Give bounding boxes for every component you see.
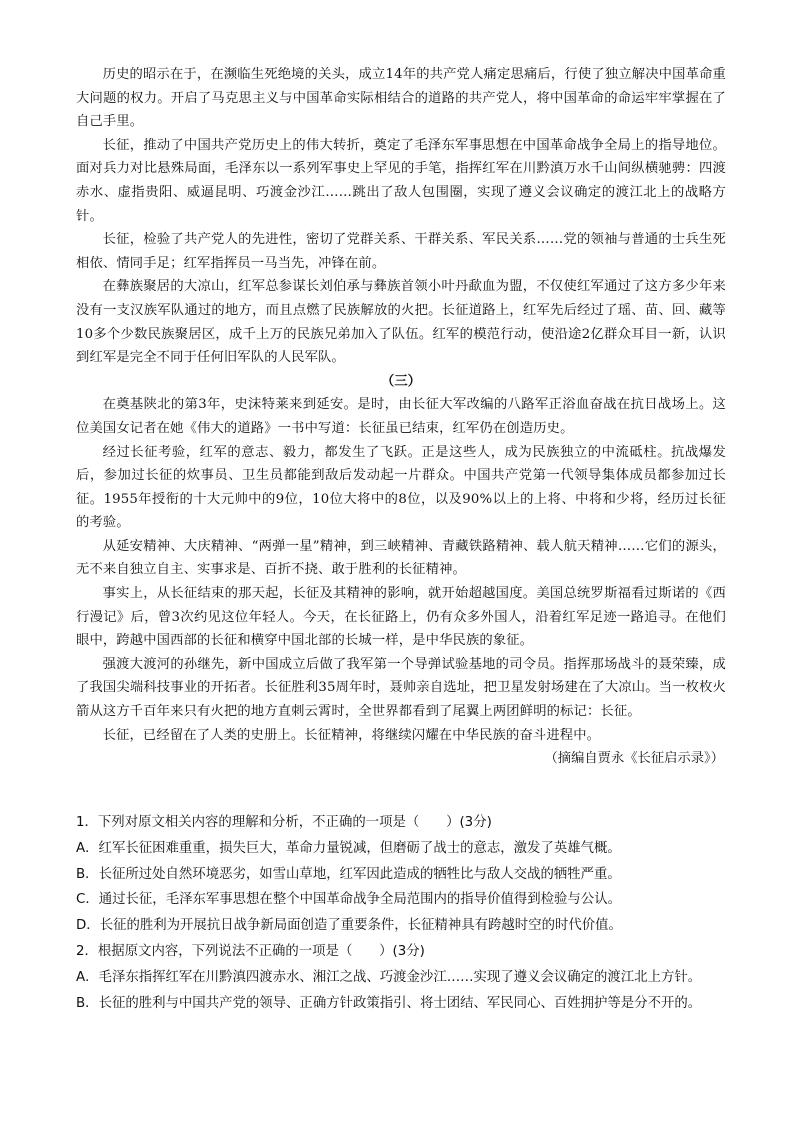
- passage-paragraph-3: 长征，检验了共产党人的先进性，密切了党群关系、干群关系、军民关系……党的领袖与普通的士兵生死相依、情同手足；红军指挥员一马当先，冲锋在前。: [76, 232, 726, 271]
- question-1-option-d: D．长征的胜利为开展抗日战争新局面创造了重要条件，长征精神具有跨越时空的时代价值。: [76, 918, 622, 934]
- passage-paragraph-8: 事实上，从长征结束的那天起，长征及其精神的影响，就开始超越国度。美国总统罗斯福看过斯诺的《西行漫记》后，曾3次约见这位年轻人。今天，在长征路上，仍有众多外国人，沿着红军足迹一路追寻。在他们眼中，跨越中国西部的长征和横穿中国北部的长城一样，是中华民族的象征。: [76, 586, 726, 649]
- question-1-option-a: A．红军长征困难重重，损失巨大，革命力量锐减，但磨砺了战士的意志，激发了英雄气概。: [76, 840, 621, 856]
- question-1-option-c: C．通过长征，毛泽东军事思想在整个中国革命战争全局范围内的指导价值得到检验与公认。: [76, 892, 621, 908]
- question-2-stem: 2．根据原文内容，下列说法不正确的一项是（ ）(3分): [76, 943, 425, 959]
- source-citation: （摘编自贾永《长征启示录》）: [544, 751, 724, 767]
- question-1-option-b: B．长征所过处自然环境恶劣，如雪山草地，红军因此造成的牺牲比与敌人交战的牺牲严重。: [76, 866, 621, 882]
- section-heading: （三）: [381, 373, 421, 389]
- passage-paragraph-7: 从延安精神、大庆精神、“两弹一星”精神，到三峡精神、青藏铁路精神、载人航天精神……它们的源头，无不来自独立自主、实事求是、百折不挠、敢于胜利的长征精神。: [76, 538, 726, 578]
- question-2-option-a: A．毛泽东指挥红军在川黔滇四渡赤水、湘江之战、巧渡金沙江……实现了遵义会议确定的渡江北上方针。: [76, 969, 702, 985]
- reading-passage: [76, 63, 726, 771]
- passage-paragraph-1: 历史的昭示在于，在濒临生死绝境的关头，成立14年的共产党人痛定思痛后，行使了独立解决中国革命重大问题的权力。开启了马克思主义与中国革命实际相结合的道路的共产党人，将中国革命的命运牢牢掌握在了自己手里。: [76, 67, 726, 130]
- question-section: [76, 810, 740, 1016]
- question-1-stem: 1．下列对原文相关内容的理解和分析，不正确的一项是（ ）(3分): [76, 815, 492, 830]
- question-2-option-b: B．长征的胜利与中国共产党的领导、正确方针政策指引、将士团结、军民同心、百姓拥护等是分不开的。: [76, 995, 702, 1011]
- passage-paragraph-10: 长征，已经留在了人类的史册上。长征精神，将继续闪耀在中华民族的奋斗进程中。: [102, 727, 601, 743]
- passage-paragraph-2: 长征，推动了中国共产党历史上的伟大转折，奠定了毛泽东军事思想在中国革命战争全局上的指导地位。面对兵力对比悬殊局面，毛泽东以一系列军事史上罕见的手笔，指挥红军在川黔滇万水千山间纵横驰骋：四渡赤水、虚指贵阳、威逼昆明、巧渡金沙江……跳出了敌人包围圈，实现了遵义会议确定的渡江北上的战略方针。: [76, 137, 726, 224]
- passage-paragraph-5: 在奠基陕北的第3年，史沫特莱来到延安。是时，由长征大军改编的八路军正浴血奋战在抗日战场上。这位美国女记者在她《伟大的道路》一书中写道：长征虽已结束，红军仍在创造历史。: [76, 397, 726, 436]
- passage-paragraph-9: 强渡大渡河的孙继先，新中国成立后做了我军第一个导弹试验基地的司令员。指挥那场战斗的聂荣臻，成了我国尖端科技事业的开拓者。长征胜利35周年时，聂帅亲自选址，把卫星发射场建在了大凉山。当一枚枚火箭从这方千百年来只有火把的地方直刺云霄时，全世界都看到了尾翼上两团鲜明的标记：长征。: [76, 656, 726, 720]
- passage-paragraph-6: 经过长征考验，红军的意志、毅力，都发生了飞跃。正是这些人，成为民族独立的中流砥柱。抗战爆发后，参加过长征的炊事员、卫生员都能到敌后发动起一片群众。中国共产党第一代领导集体成员都参加过长征。1955年授衔的十大元帅中的9位，10位大将中的8位，以及90%以上的上将、中将和少将，经历过长征的考验。: [76, 444, 726, 531]
- passage-paragraph-4: 在彝族聚居的大凉山，红军总参谋长刘伯承与彝族首领小叶丹歃血为盟，不仅使红军通过了这方多少年来没有一支汉族军队通过的地方，而且点燃了民族解放的火把。长征道路上，红军先后经过了瑶、苗、回、藏等10多个少数民族聚居区，成千上万的民族兄弟加入了队伍。红军的模范行动，使沿途2亿群众耳目一新，认识到红军是完全不同于任何旧军队的人民军队。: [76, 279, 726, 366]
